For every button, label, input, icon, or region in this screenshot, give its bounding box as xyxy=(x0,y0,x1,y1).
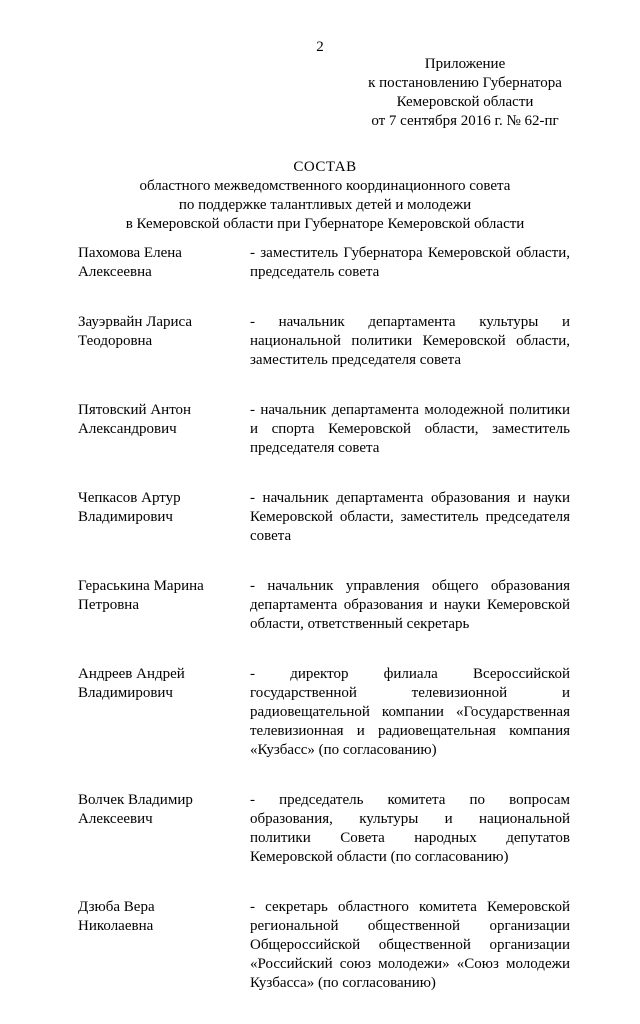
member-role-line: - председатель комитета по вопросам xyxy=(250,792,570,808)
member-role-line: - начальник департамента культуры и xyxy=(250,314,570,330)
member-name-line: Александрович xyxy=(78,421,177,437)
member-name-line: Дзюба Вера xyxy=(78,899,155,915)
member-role-line: - заместитель Губернатора Кемеровской области, xyxy=(250,245,570,261)
member-name-line: Волчек Владимир xyxy=(78,792,193,808)
member-name-line: Владимирович xyxy=(78,509,173,525)
member-role-line: радиовещательной компании «Государственная xyxy=(250,704,570,720)
member-role xyxy=(250,401,570,458)
title-main: СОСТАВ xyxy=(293,159,357,175)
member-name-line: Алексеевич xyxy=(78,811,153,827)
member-name xyxy=(78,489,250,546)
member-role xyxy=(250,244,570,282)
appendix-header xyxy=(355,55,575,131)
member-role-line: политики Совета народных депутатов xyxy=(250,830,570,846)
member-role-line: - директор филиала Всероссийской xyxy=(250,666,570,682)
member-row xyxy=(78,313,570,370)
member-role-line: Кузбасса» (по согласованию) xyxy=(250,975,436,991)
title-line: по поддержке талантливых детей и молодежи xyxy=(178,197,472,213)
title-line: областного межведомственного координационного совета xyxy=(139,178,511,194)
appendix-line: Кемеровской области xyxy=(396,94,534,110)
appendix-line: к постановлению Губернатора xyxy=(368,75,562,91)
member-role xyxy=(250,791,570,867)
member-name-line: Пахомова Елена xyxy=(78,245,182,261)
member-name-line: Теодоровна xyxy=(78,333,153,349)
member-name-line: Андреев Андрей xyxy=(78,666,185,682)
member-name xyxy=(78,577,250,634)
member-role xyxy=(250,489,570,546)
member-role-line: департамента образования и науки Кемеровской xyxy=(250,597,570,613)
member-row xyxy=(78,244,570,282)
member-role xyxy=(250,898,570,993)
member-role-line: Кемеровской области, заместитель председателя xyxy=(250,509,570,525)
member-name-line: Чепкасов Артур xyxy=(78,490,181,506)
member-name xyxy=(78,313,250,370)
member-role-line: национальной политики Кемеровской области, xyxy=(250,333,570,349)
member-role xyxy=(250,577,570,634)
member-role-line: председателя совета xyxy=(250,440,380,456)
member-name xyxy=(78,665,250,760)
member-role-line: - начальник департамента образования и науки xyxy=(250,490,570,506)
title-line: в Кемеровской области при Губернаторе Кемеровской области xyxy=(125,216,525,232)
member-name xyxy=(78,898,250,993)
appendix-line: от 7 сентября 2016 г. № 62-пг xyxy=(371,113,559,129)
member-name-line: Пятовский Антон xyxy=(78,402,192,418)
member-row xyxy=(78,577,570,634)
member-role-line: председатель совета xyxy=(250,264,380,280)
member-role xyxy=(250,665,570,760)
member-role-line: и спорта Кемеровской области, заместитель xyxy=(250,421,570,437)
member-list xyxy=(78,244,570,1024)
member-role-line: совета xyxy=(250,528,292,544)
document-title xyxy=(50,158,600,234)
member-name-line: Зауэрвайн Лариса xyxy=(78,314,193,330)
member-role-line: телевизионная и радиовещательная компания xyxy=(250,723,570,739)
member-role-line: - начальник управления общего образования xyxy=(250,578,570,594)
member-name xyxy=(78,244,250,282)
member-role-line: - начальник департамента молодежной политики xyxy=(250,402,570,418)
member-role-line: Кемеровской области (по согласованию) xyxy=(250,849,509,865)
member-name-line: Алексеевна xyxy=(78,264,152,280)
member-row xyxy=(78,791,570,867)
member-row xyxy=(78,489,570,546)
member-role-line: государственной телевизионной и xyxy=(250,685,570,701)
page-number: 2 xyxy=(316,39,324,55)
member-name-line: Гераськина Марина xyxy=(78,578,204,594)
member-name xyxy=(78,401,250,458)
appendix-line: Приложение xyxy=(424,56,506,72)
member-row xyxy=(78,898,570,993)
member-role-line: области, ответственный секретарь xyxy=(250,616,470,632)
member-role-line: Общероссийской общественной организации xyxy=(250,937,570,953)
member-role xyxy=(250,313,570,370)
member-name-line: Петровна xyxy=(78,597,139,613)
member-name-line: Николаевна xyxy=(78,918,154,934)
member-role-line: «Российский союз молодежи» «Союз молодежи xyxy=(250,956,570,972)
member-role-line: заместитель председателя совета xyxy=(250,352,462,368)
member-role-line: образования, культуры и национальной xyxy=(250,811,570,827)
member-role-line: «Кузбасс» (по согласованию) xyxy=(250,742,437,758)
member-row xyxy=(78,665,570,760)
member-role-line: - секретарь областного комитета Кемеровской xyxy=(250,899,570,915)
member-role-line: региональной общественной организации xyxy=(250,918,570,934)
member-name-line: Владимирович xyxy=(78,685,173,701)
member-row xyxy=(78,401,570,458)
member-name xyxy=(78,791,250,867)
